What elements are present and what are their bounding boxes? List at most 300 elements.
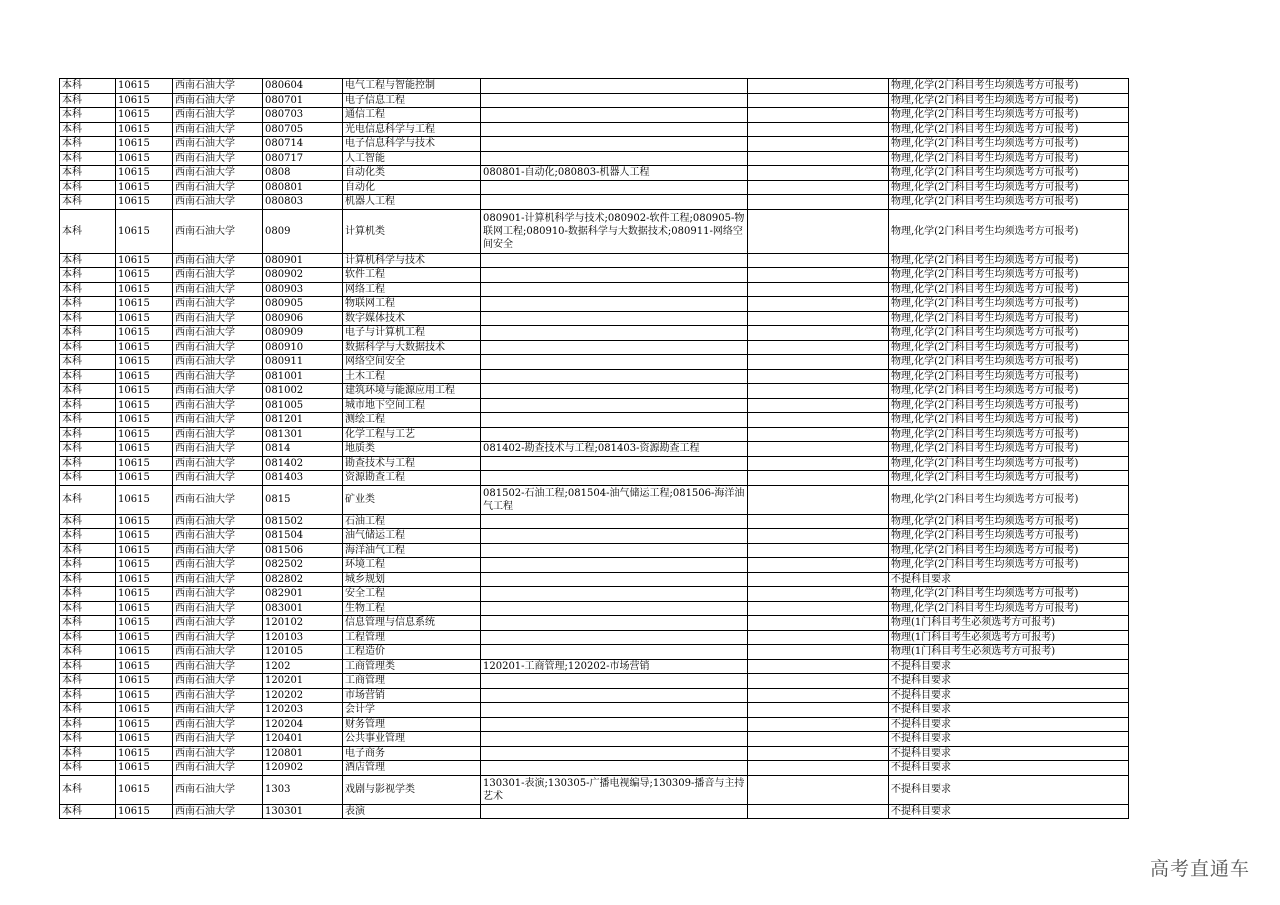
cell-major-name: 矿业类: [343, 485, 481, 514]
table-row: [60, 340, 1129, 355]
cell-included-majors: [481, 427, 748, 442]
cell-major-name: 自动化类: [343, 166, 481, 181]
cell-note: [748, 427, 889, 442]
cell-level: 本科: [60, 543, 116, 558]
cell-level: 本科: [60, 558, 116, 573]
cell-included-majors: [481, 717, 748, 732]
cell-note: [748, 79, 889, 94]
cell-note: [748, 369, 889, 384]
cell-included-majors: [481, 268, 748, 283]
table-row: [60, 514, 1129, 529]
cell-level: 本科: [60, 630, 116, 645]
cell-major-name: 安全工程: [343, 587, 481, 602]
table-row: [60, 717, 1129, 732]
cell-included-majors: [481, 674, 748, 689]
table-row: [60, 688, 1129, 703]
cell-subject-requirement: 物理,化学(2门科目考生均须选考方可报考): [889, 471, 1129, 486]
cell-included-majors: [481, 369, 748, 384]
cell-note: [748, 775, 889, 804]
cell-major-code: 080714: [263, 137, 343, 152]
table-row: [60, 326, 1129, 341]
cell-note: [748, 268, 889, 283]
cell-school-name: 西南石油大学: [173, 717, 263, 732]
cell-school-name: 西南石油大学: [173, 456, 263, 471]
cell-note: [748, 209, 889, 253]
cell-major-name: 机器人工程: [343, 195, 481, 210]
cell-subject-requirement: 物理,化学(2门科目考生均须选考方可报考): [889, 297, 1129, 312]
cell-subject-requirement: 物理,化学(2门科目考生均须选考方可报考): [889, 79, 1129, 94]
cell-school-code: 10615: [116, 659, 173, 674]
table-row: [60, 616, 1129, 631]
cell-school-name: 西南石油大学: [173, 485, 263, 514]
cell-major-name: 海洋油气工程: [343, 543, 481, 558]
cell-note: [748, 122, 889, 137]
table-row: [60, 529, 1129, 544]
cell-school-code: 10615: [116, 775, 173, 804]
cell-subject-requirement: 物理,化学(2门科目考生均须选考方可报考): [889, 253, 1129, 268]
cell-major-name: 自动化: [343, 180, 481, 195]
cell-subject-requirement: 不提科目要求: [889, 703, 1129, 718]
cell-included-majors: [481, 326, 748, 341]
cell-subject-requirement: 不提科目要求: [889, 659, 1129, 674]
cell-school-code: 10615: [116, 311, 173, 326]
cell-subject-requirement: 物理,化学(2门科目考生均须选考方可报考): [889, 282, 1129, 297]
cell-subject-requirement: 物理(1门科目考生必须选考方可报考): [889, 630, 1129, 645]
cell-subject-requirement: 物理,化学(2门科目考生均须选考方可报考): [889, 311, 1129, 326]
cell-subject-requirement: 物理,化学(2门科目考生均须选考方可报考): [889, 355, 1129, 370]
cell-note: [748, 761, 889, 776]
cell-included-majors: [481, 398, 748, 413]
cell-level: 本科: [60, 137, 116, 152]
cell-included-majors: [481, 108, 748, 123]
cell-note: [748, 413, 889, 428]
cell-level: 本科: [60, 369, 116, 384]
table-row: [60, 674, 1129, 689]
cell-major-code: 0815: [263, 485, 343, 514]
cell-school-name: 西南石油大学: [173, 703, 263, 718]
cell-school-code: 10615: [116, 630, 173, 645]
cell-school-code: 10615: [116, 369, 173, 384]
cell-school-name: 西南石油大学: [173, 180, 263, 195]
cell-included-majors: [481, 340, 748, 355]
cell-school-code: 10615: [116, 427, 173, 442]
cell-level: 本科: [60, 471, 116, 486]
cell-subject-requirement: 物理,化学(2门科目考生均须选考方可报考): [889, 529, 1129, 544]
table-row: [60, 427, 1129, 442]
cell-school-code: 10615: [116, 282, 173, 297]
cell-school-name: 西南石油大学: [173, 253, 263, 268]
cell-note: [748, 442, 889, 457]
cell-included-majors: 080901-计算机科学与技术;080902-软件工程;080905-物联网工程;080910-数据科学与大数据技术;080911-网络空间安全: [481, 209, 748, 253]
cell-school-code: 10615: [116, 297, 173, 312]
cell-subject-requirement: 物理,化学(2门科目考生均须选考方可报考): [889, 108, 1129, 123]
cell-major-code: 080604: [263, 79, 343, 94]
cell-school-name: 西南石油大学: [173, 645, 263, 660]
cell-note: [748, 529, 889, 544]
cell-school-code: 10615: [116, 151, 173, 166]
cell-school-name: 西南石油大学: [173, 514, 263, 529]
cell-school-code: 10615: [116, 514, 173, 529]
cell-school-name: 西南石油大学: [173, 369, 263, 384]
cell-major-name: 电子信息科学与技术: [343, 137, 481, 152]
cell-subject-requirement: 物理,化学(2门科目考生均须选考方可报考): [889, 137, 1129, 152]
cell-major-name: 生物工程: [343, 601, 481, 616]
table-row: [60, 79, 1129, 94]
cell-major-code: 083001: [263, 601, 343, 616]
cell-school-code: 10615: [116, 209, 173, 253]
table-row: [60, 369, 1129, 384]
cell-major-code: 130301: [263, 804, 343, 819]
cell-major-name: 财务管理: [343, 717, 481, 732]
cell-level: 本科: [60, 427, 116, 442]
cell-school-name: 西南石油大学: [173, 688, 263, 703]
cell-note: [748, 703, 889, 718]
cell-subject-requirement: 物理,化学(2门科目考生均须选考方可报考): [889, 268, 1129, 283]
cell-note: [748, 340, 889, 355]
table-row: [60, 398, 1129, 413]
cell-subject-requirement: 物理,化学(2门科目考生均须选考方可报考): [889, 413, 1129, 428]
cell-included-majors: [481, 456, 748, 471]
table-row: [60, 413, 1129, 428]
cell-major-code: 080703: [263, 108, 343, 123]
cell-school-name: 西南石油大学: [173, 543, 263, 558]
cell-level: 本科: [60, 268, 116, 283]
cell-school-name: 西南石油大学: [173, 616, 263, 631]
cell-major-code: 082502: [263, 558, 343, 573]
cell-major-code: 080906: [263, 311, 343, 326]
cell-school-name: 西南石油大学: [173, 93, 263, 108]
cell-major-code: 082802: [263, 572, 343, 587]
cell-school-code: 10615: [116, 326, 173, 341]
cell-major-name: 测绘工程: [343, 413, 481, 428]
cell-major-name: 计算机类: [343, 209, 481, 253]
cell-school-name: 西南石油大学: [173, 746, 263, 761]
cell-school-code: 10615: [116, 587, 173, 602]
cell-level: 本科: [60, 108, 116, 123]
table-row: [60, 761, 1129, 776]
cell-note: [748, 601, 889, 616]
cell-included-majors: [481, 645, 748, 660]
cell-school-code: 10615: [116, 137, 173, 152]
cell-school-name: 西南石油大学: [173, 427, 263, 442]
cell-major-code: 081005: [263, 398, 343, 413]
table-row: [60, 601, 1129, 616]
cell-major-code: 081502: [263, 514, 343, 529]
cell-included-majors: [481, 137, 748, 152]
cell-school-code: 10615: [116, 601, 173, 616]
cell-school-code: 10615: [116, 674, 173, 689]
cell-included-majors: [481, 601, 748, 616]
table-row: [60, 297, 1129, 312]
table-row: [60, 572, 1129, 587]
cell-school-name: 西南石油大学: [173, 674, 263, 689]
cell-subject-requirement: 物理,化学(2门科目考生均须选考方可报考): [889, 180, 1129, 195]
cell-note: [748, 398, 889, 413]
cell-school-name: 西南石油大学: [173, 398, 263, 413]
cell-included-majors: [481, 253, 748, 268]
table-row: [60, 108, 1129, 123]
cell-subject-requirement: 物理,化学(2门科目考生均须选考方可报考): [889, 340, 1129, 355]
cell-note: [748, 485, 889, 514]
cell-school-code: 10615: [116, 558, 173, 573]
cell-included-majors: [481, 471, 748, 486]
cell-major-code: 1202: [263, 659, 343, 674]
cell-school-name: 西南石油大学: [173, 355, 263, 370]
cell-school-name: 西南石油大学: [173, 209, 263, 253]
cell-school-code: 10615: [116, 485, 173, 514]
cell-major-name: 网络工程: [343, 282, 481, 297]
cell-school-code: 10615: [116, 384, 173, 399]
cell-school-code: 10615: [116, 471, 173, 486]
cell-included-majors: [481, 180, 748, 195]
cell-school-code: 10615: [116, 355, 173, 370]
cell-major-code: 120102: [263, 616, 343, 631]
table-row: [60, 558, 1129, 573]
cell-note: [748, 572, 889, 587]
cell-subject-requirement: 物理,化学(2门科目考生均须选考方可报考): [889, 601, 1129, 616]
cell-subject-requirement: 不提科目要求: [889, 746, 1129, 761]
cell-note: [748, 674, 889, 689]
cell-note: [748, 746, 889, 761]
cell-major-name: 会计学: [343, 703, 481, 718]
table-row: [60, 180, 1129, 195]
cell-school-name: 西南石油大学: [173, 311, 263, 326]
cell-school-code: 10615: [116, 122, 173, 137]
table-row: [60, 775, 1129, 804]
cell-school-code: 10615: [116, 413, 173, 428]
cell-subject-requirement: 物理,化学(2门科目考生均须选考方可报考): [889, 166, 1129, 181]
cell-level: 本科: [60, 514, 116, 529]
cell-note: [748, 151, 889, 166]
cell-note: [748, 384, 889, 399]
cell-included-majors: [481, 761, 748, 776]
cell-major-code: 080910: [263, 340, 343, 355]
cell-school-name: 西南石油大学: [173, 471, 263, 486]
cell-included-majors: [481, 151, 748, 166]
cell-level: 本科: [60, 355, 116, 370]
cell-note: [748, 456, 889, 471]
cell-major-code: 080801: [263, 180, 343, 195]
cell-level: 本科: [60, 572, 116, 587]
cell-major-code: 0814: [263, 442, 343, 457]
cell-school-name: 西南石油大学: [173, 108, 263, 123]
cell-note: [748, 804, 889, 819]
cell-level: 本科: [60, 282, 116, 297]
cell-level: 本科: [60, 674, 116, 689]
cell-school-code: 10615: [116, 703, 173, 718]
cell-school-name: 西南石油大学: [173, 137, 263, 152]
cell-subject-requirement: 不提科目要求: [889, 572, 1129, 587]
cell-note: [748, 137, 889, 152]
cell-subject-requirement: 物理,化学(2门科目考生均须选考方可报考): [889, 369, 1129, 384]
cell-major-name: 通信工程: [343, 108, 481, 123]
cell-subject-requirement: 物理(1门科目考生必须选考方可报考): [889, 645, 1129, 660]
cell-included-majors: 081402-勘查技术与工程;081403-资源勘查工程: [481, 442, 748, 457]
table-row: [60, 645, 1129, 660]
cell-school-name: 西南石油大学: [173, 195, 263, 210]
cell-major-name: 表演: [343, 804, 481, 819]
cell-note: [748, 93, 889, 108]
cell-major-name: 信息管理与信息系统: [343, 616, 481, 631]
cell-subject-requirement: 物理,化学(2门科目考生均须选考方可报考): [889, 209, 1129, 253]
table-row: [60, 703, 1129, 718]
cell-school-name: 西南石油大学: [173, 151, 263, 166]
cell-major-code: 081002: [263, 384, 343, 399]
cell-included-majors: 081502-石油工程;081504-油气储运工程;081506-海洋油气工程: [481, 485, 748, 514]
cell-included-majors: [481, 282, 748, 297]
cell-school-code: 10615: [116, 79, 173, 94]
cell-included-majors: [481, 732, 748, 747]
cell-note: [748, 659, 889, 674]
cell-major-name: 工程造价: [343, 645, 481, 660]
cell-note: [748, 630, 889, 645]
cell-subject-requirement: 物理,化学(2门科目考生均须选考方可报考): [889, 456, 1129, 471]
cell-major-name: 网络空间安全: [343, 355, 481, 370]
cell-level: 本科: [60, 151, 116, 166]
cell-included-majors: [481, 355, 748, 370]
cell-major-code: 120202: [263, 688, 343, 703]
cell-note: [748, 587, 889, 602]
cell-note: [748, 514, 889, 529]
cell-note: [748, 471, 889, 486]
cell-school-code: 10615: [116, 166, 173, 181]
cell-included-majors: [481, 558, 748, 573]
table-row: [60, 137, 1129, 152]
cell-major-code: 080909: [263, 326, 343, 341]
cell-subject-requirement: 不提科目要求: [889, 688, 1129, 703]
cell-note: [748, 297, 889, 312]
cell-major-code: 081201: [263, 413, 343, 428]
cell-school-name: 西南石油大学: [173, 122, 263, 137]
cell-level: 本科: [60, 166, 116, 181]
cell-major-name: 计算机科学与技术: [343, 253, 481, 268]
cell-level: 本科: [60, 761, 116, 776]
cell-major-code: 120105: [263, 645, 343, 660]
cell-major-code: 080701: [263, 93, 343, 108]
cell-major-name: 土木工程: [343, 369, 481, 384]
cell-included-majors: [481, 587, 748, 602]
cell-major-code: 080901: [263, 253, 343, 268]
cell-level: 本科: [60, 601, 116, 616]
table-body: [60, 79, 1129, 819]
cell-subject-requirement: 不提科目要求: [889, 674, 1129, 689]
cell-level: 本科: [60, 645, 116, 660]
cell-included-majors: [481, 703, 748, 718]
cell-included-majors: [481, 543, 748, 558]
cell-school-name: 西南石油大学: [173, 529, 263, 544]
cell-level: 本科: [60, 616, 116, 631]
table-row: [60, 384, 1129, 399]
cell-subject-requirement: 物理,化学(2门科目考生均须选考方可报考): [889, 543, 1129, 558]
cell-level: 本科: [60, 717, 116, 732]
table-row: [60, 93, 1129, 108]
table-row: [60, 209, 1129, 253]
cell-major-code: 120401: [263, 732, 343, 747]
cell-subject-requirement: 不提科目要求: [889, 761, 1129, 776]
cell-major-name: 油气储运工程: [343, 529, 481, 544]
cell-level: 本科: [60, 340, 116, 355]
cell-school-code: 10615: [116, 108, 173, 123]
cell-school-code: 10615: [116, 688, 173, 703]
table-row: [60, 630, 1129, 645]
cell-school-name: 西南石油大学: [173, 761, 263, 776]
cell-school-code: 10615: [116, 93, 173, 108]
cell-level: 本科: [60, 297, 116, 312]
cell-level: 本科: [60, 195, 116, 210]
cell-level: 本科: [60, 688, 116, 703]
table-row: [60, 195, 1129, 210]
cell-school-code: 10615: [116, 732, 173, 747]
cell-included-majors: [481, 616, 748, 631]
table-row: [60, 166, 1129, 181]
cell-major-name: 数字媒体技术: [343, 311, 481, 326]
cell-major-code: 080717: [263, 151, 343, 166]
cell-subject-requirement: 物理,化学(2门科目考生均须选考方可报考): [889, 427, 1129, 442]
cell-major-name: 资源勘查工程: [343, 471, 481, 486]
cell-note: [748, 326, 889, 341]
cell-subject-requirement: 物理,化学(2门科目考生均须选考方可报考): [889, 151, 1129, 166]
cell-included-majors: 130301-表演;130305-广播电视编导;130309-播音与主持艺术: [481, 775, 748, 804]
cell-major-name: 城乡规划: [343, 572, 481, 587]
cell-school-name: 西南石油大学: [173, 268, 263, 283]
cell-major-name: 光电信息科学与工程: [343, 122, 481, 137]
cell-included-majors: [481, 311, 748, 326]
table-row: [60, 268, 1129, 283]
cell-major-code: 081403: [263, 471, 343, 486]
cell-level: 本科: [60, 659, 116, 674]
table-row: [60, 587, 1129, 602]
cell-school-code: 10615: [116, 340, 173, 355]
table-row: [60, 485, 1129, 514]
cell-school-name: 西南石油大学: [173, 587, 263, 602]
cell-subject-requirement: 物理,化学(2门科目考生均须选考方可报考): [889, 122, 1129, 137]
cell-subject-requirement: 不提科目要求: [889, 804, 1129, 819]
cell-included-majors: [481, 529, 748, 544]
cell-included-majors: [481, 688, 748, 703]
cell-note: [748, 645, 889, 660]
table-row: [60, 122, 1129, 137]
cell-major-name: 工商管理类: [343, 659, 481, 674]
cell-level: 本科: [60, 398, 116, 413]
cell-level: 本科: [60, 209, 116, 253]
cell-level: 本科: [60, 413, 116, 428]
cell-major-name: 数据科学与大数据技术: [343, 340, 481, 355]
cell-major-name: 工商管理: [343, 674, 481, 689]
cell-major-name: 酒店管理: [343, 761, 481, 776]
table-row: [60, 732, 1129, 747]
cell-note: [748, 688, 889, 703]
cell-level: 本科: [60, 442, 116, 457]
cell-school-code: 10615: [116, 616, 173, 631]
cell-subject-requirement: 物理(1门科目考生必须选考方可报考): [889, 616, 1129, 631]
cell-school-name: 西南石油大学: [173, 384, 263, 399]
cell-level: 本科: [60, 384, 116, 399]
cell-major-name: 公共事业管理: [343, 732, 481, 747]
cell-major-code: 080911: [263, 355, 343, 370]
spreadsheet: [59, 78, 1129, 819]
cell-subject-requirement: 物理,化学(2门科目考生均须选考方可报考): [889, 587, 1129, 602]
cell-major-code: 080705: [263, 122, 343, 137]
cell-level: 本科: [60, 180, 116, 195]
cell-school-code: 10615: [116, 572, 173, 587]
cell-major-code: 081504: [263, 529, 343, 544]
cell-major-code: 120201: [263, 674, 343, 689]
cell-included-majors: [481, 572, 748, 587]
cell-school-name: 西南石油大学: [173, 282, 263, 297]
watermark-logo-text: 高考直通车: [1149, 858, 1250, 880]
cell-major-name: 石油工程: [343, 514, 481, 529]
cell-level: 本科: [60, 587, 116, 602]
